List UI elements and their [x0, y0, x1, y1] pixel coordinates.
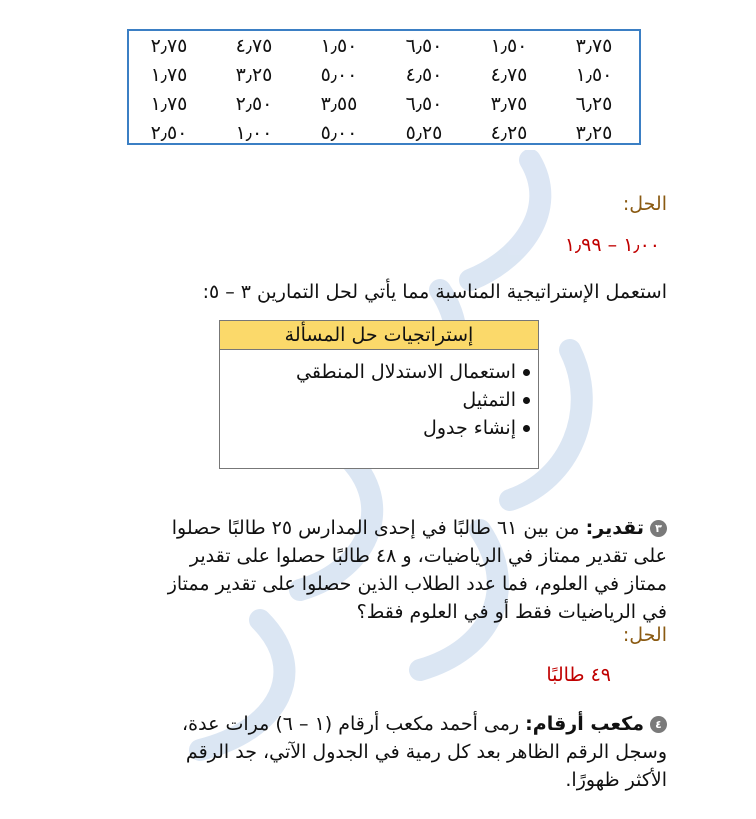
- question-number-badge: ٣: [650, 520, 667, 537]
- table-cell: ٤٫٢٥: [490, 122, 528, 144]
- table-cell: ٥٫٢٥: [405, 122, 443, 144]
- solution-answer-1: ١٫٠٠ – ١٫٩٩: [564, 234, 660, 256]
- table-cell: ٤٫٥٠: [405, 64, 443, 86]
- question-3-line: في الرياضيات فقط أو في العلوم فقط؟: [356, 601, 667, 623]
- strategies-title: إستراتجيات حل المسألة: [220, 321, 538, 350]
- table-cell: ١٫٠٠: [235, 122, 273, 144]
- table-cell: ٦٫٥٠: [405, 35, 443, 57]
- table-cell: ٤٫٧٥: [490, 64, 528, 86]
- question-number-badge: ٤: [650, 716, 667, 733]
- strategy-item: التمثيل: [220, 386, 538, 414]
- table-cell: ١٫٥٠: [320, 35, 358, 57]
- question-3-title: تقدير:: [585, 517, 644, 539]
- table-cell: ١٫٥٠: [490, 35, 528, 57]
- question-4: [87, 710, 667, 794]
- table-row: [129, 32, 639, 60]
- question-3-line: من بين ٦١ طالبًا في إحدى المدارس ٢٥ طالبًا حصلوا: [171, 517, 580, 539]
- table-cell: ١٫٥٠: [575, 64, 613, 86]
- strategies-box: [219, 320, 539, 469]
- table-cell: ٦٫٢٥: [575, 93, 613, 115]
- table-cell: ٣٫٢٥: [235, 64, 273, 86]
- table-cell: ٦٫٥٠: [405, 93, 443, 115]
- table-cell: ٣٫٥٥: [320, 93, 358, 115]
- table-cell: ٣٫٢٥: [575, 122, 613, 144]
- table-cell: ٣٫٧٥: [490, 93, 528, 115]
- table-cell: ٢٫٧٥: [150, 35, 188, 57]
- strategy-item: إنشاء جدول: [220, 414, 538, 442]
- table-row: [129, 119, 639, 147]
- table-cell: ٢٫٥٠: [235, 93, 273, 115]
- question-4-line: الأكثر ظهورًا.: [565, 769, 667, 791]
- instruction-text: استعمل الإستراتيجية المناسبة مما يأتي لحل التمارين ٣ – ٥:: [202, 281, 667, 303]
- table-cell: ٥٫٠٠: [320, 122, 358, 144]
- numbers-table: [127, 29, 641, 145]
- table-cell: ٥٫٠٠: [320, 64, 358, 86]
- table-cell: ١٫٧٥: [150, 64, 188, 86]
- question-4-line: رمى أحمد مكعب أرقام (١ – ٦) مرات عدة،: [182, 713, 520, 735]
- solution-answer-3: ٤٩ طالبًا: [546, 664, 611, 686]
- table-cell: ٣٫٧٥: [575, 35, 613, 57]
- table-row: [129, 90, 639, 118]
- solution-label-1: الحل:: [622, 193, 667, 215]
- table-cell: ٢٫٥٠: [150, 122, 188, 144]
- question-3-line: على تقدير ممتاز في الرياضيات، و ٤٨ طالبًا حصلوا على تقدير: [189, 545, 667, 567]
- question-4-title: مكعب أرقام:: [525, 713, 644, 735]
- table-cell: ٤٫٧٥: [235, 35, 273, 57]
- table-cell: ١٫٧٥: [150, 93, 188, 115]
- question-3-line: ممتاز في العلوم، فما عدد الطلاب الذين حصلوا على تقدير ممتاز: [167, 573, 667, 595]
- table-row: [129, 61, 639, 89]
- question-4-line: وسجل الرقم الظاهر بعد كل رمية في الجدول الآتي، جد الرقم: [185, 741, 667, 763]
- solution-label-3: الحل:: [622, 624, 667, 646]
- strategy-item: استعمال الاستدلال المنطقي: [220, 358, 538, 386]
- question-3: [87, 514, 667, 626]
